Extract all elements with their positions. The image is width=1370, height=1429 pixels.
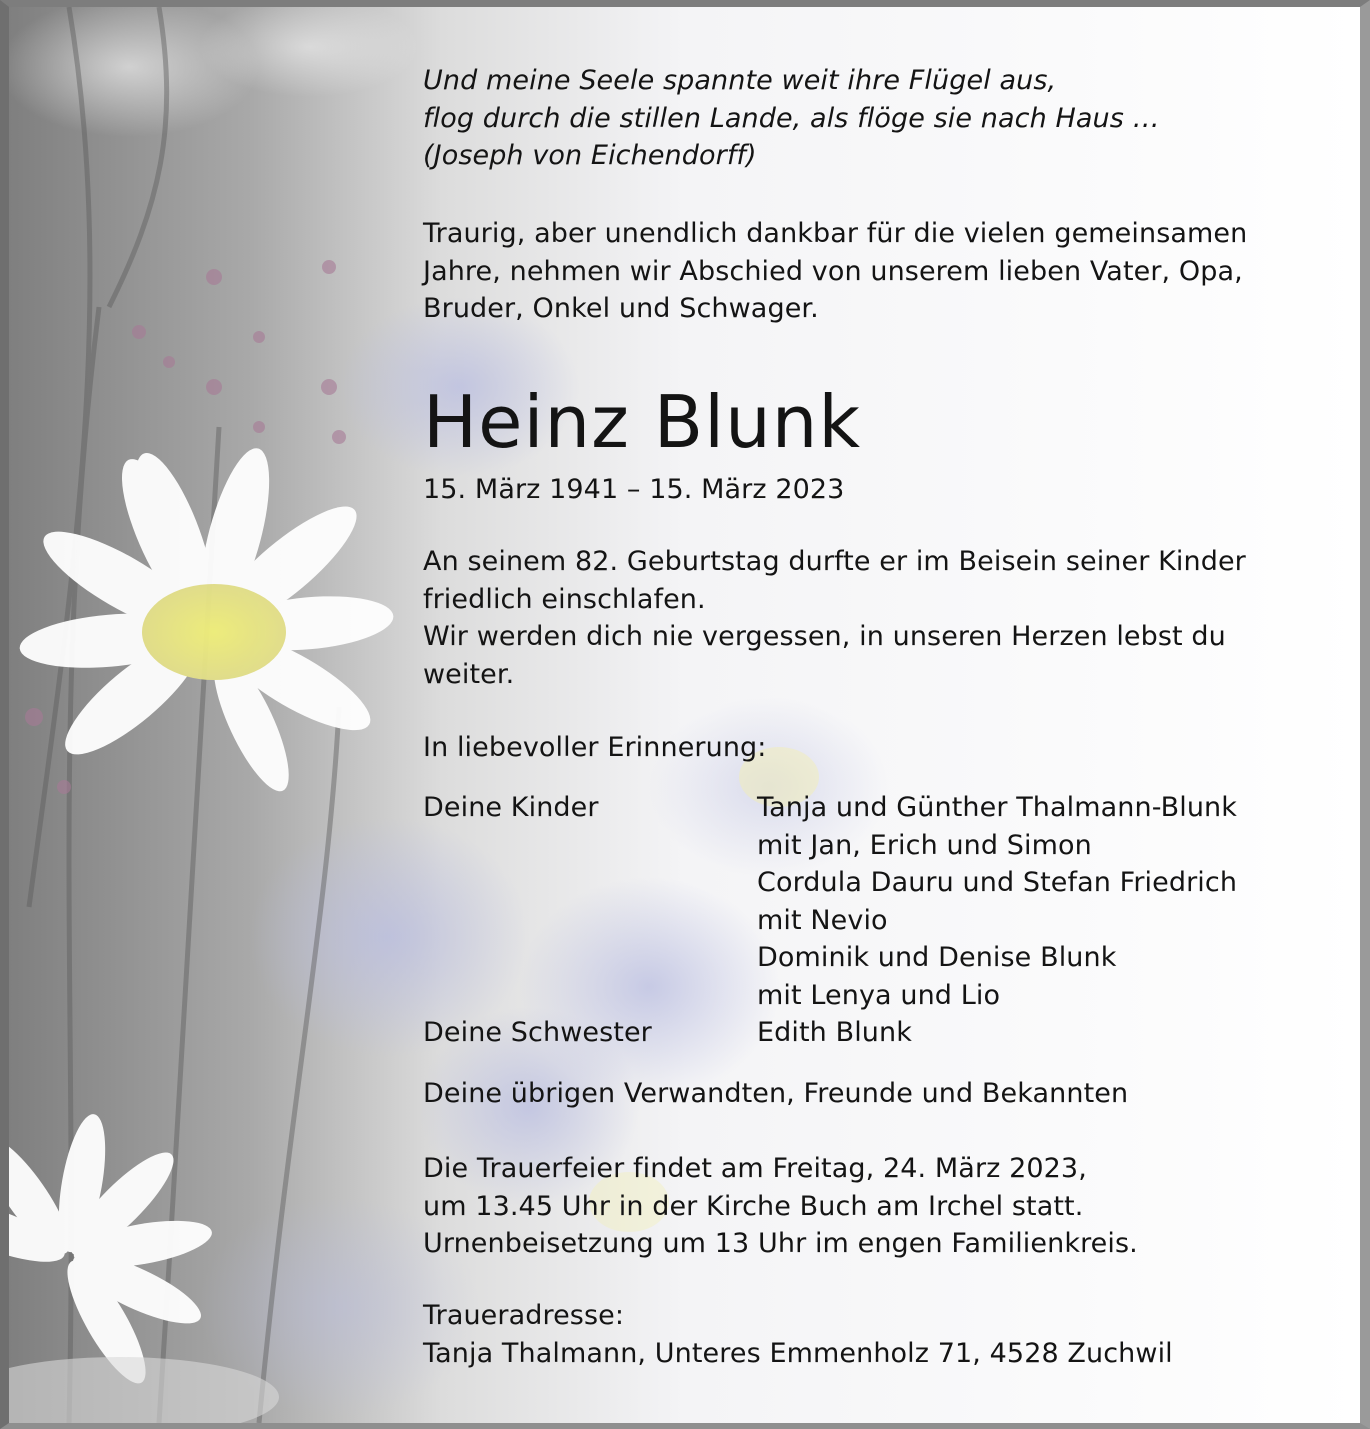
other-mourners: Deine übrigen Verwandten, Freunde und Bekannten [423, 1078, 1129, 1109]
poem-quote [423, 62, 1160, 175]
message-line: friedlich einschlafen. [423, 583, 706, 615]
message-paragraph [423, 543, 1246, 693]
quote-line: Und meine Seele spannte weit ihre Flügel aus, [423, 65, 1057, 96]
children-label: Deine Kinder [423, 792, 599, 823]
family-member: mit Lenya und Lio [757, 979, 1001, 1011]
sister-label: Deine Schwester [423, 1017, 652, 1048]
service-line: Urnenbeisetzung um 13 Uhr im engen Familienkreis. [423, 1228, 1138, 1259]
family-member: mit Nevio [757, 904, 888, 936]
family-member: Cordula Dauru und Stefan Friedrich [757, 867, 1238, 898]
mourning-address [423, 1297, 1173, 1372]
family-member: mit Jan, Erich und Simon [757, 829, 1092, 861]
funeral-service-info [423, 1150, 1138, 1263]
family-list [423, 789, 1323, 1052]
intro-line: Traurig, aber unendlich dankbar für die vielen gemeinsamen [423, 218, 1248, 249]
sister-name [757, 1014, 912, 1052]
family-member: Tanja und Günther Thalmann-Blunk [757, 792, 1237, 823]
intro-paragraph [423, 215, 1247, 328]
family-member: Dominik und Denise Blunk [757, 942, 1117, 973]
children-names [757, 789, 1237, 1014]
message-line: Wir werden dich nie vergessen, in unseren Herzen lebst du [423, 621, 1226, 652]
message-line: An seinem 82. Geburtstag durfte er im Beisein seiner Kinder [423, 546, 1246, 577]
address-value: Tanja Thalmann, Unteres Emmenholz 71, 4528 Zuchwil [423, 1337, 1173, 1369]
service-line: um 13.45 Uhr in der Kirche Buch am Irchel statt. [423, 1190, 1084, 1222]
life-dates: 15. März 1941 – 15. März 2023 [423, 474, 845, 505]
quote-line: flog durch die stillen Lande, als flöge sie nach Haus … [423, 102, 1160, 134]
family-member: Edith Blunk [757, 1017, 912, 1048]
quote-author: (Joseph von Eichendorff) [423, 140, 757, 171]
intro-line: Jahre, nehmen wir Abschied von unserem lieben Vater, Opa, [423, 255, 1243, 287]
deceased-name: Heinz Blunk [423, 380, 862, 464]
memory-heading: In liebevoller Erinnerung: [423, 732, 767, 763]
service-line: Die Trauerfeier findet am Freitag, 24. März 2023, [423, 1153, 1087, 1184]
intro-line: Bruder, Onkel und Schwager. [423, 293, 819, 324]
message-line: weiter. [423, 658, 515, 690]
sister-row [423, 1014, 1323, 1052]
address-label: Traueradresse: [423, 1300, 625, 1331]
children-row [423, 789, 1323, 1014]
